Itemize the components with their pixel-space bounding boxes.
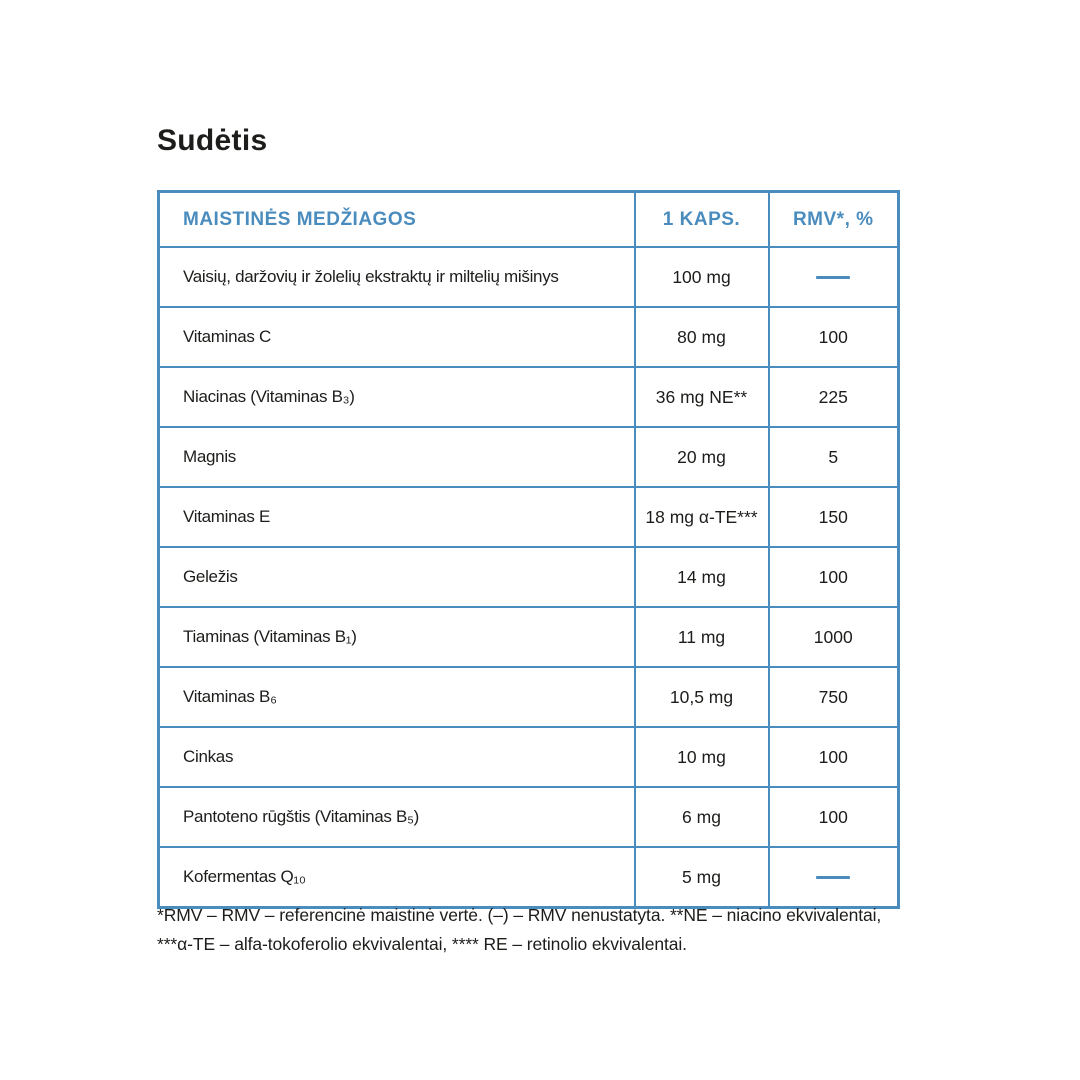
rmv-cell: 5 bbox=[769, 427, 899, 487]
rmv-cell bbox=[769, 847, 899, 908]
table-row bbox=[159, 727, 899, 787]
amount-cell: 14 mg bbox=[635, 547, 769, 607]
footnote-line-2: ***α-TE – alfa-tokoferolio ekvivalentai, **** RE – retinolio ekvivalentai. bbox=[157, 934, 687, 954]
nutrient-name-cell: Magnis bbox=[159, 427, 635, 487]
amount-cell: 20 mg bbox=[635, 427, 769, 487]
rmv-cell: 100 bbox=[769, 727, 899, 787]
rmv-cell: 1000 bbox=[769, 607, 899, 667]
table-row bbox=[159, 427, 899, 487]
rmv-cell: 100 bbox=[769, 307, 899, 367]
amount-cell: 11 mg bbox=[635, 607, 769, 667]
amount-cell: 100 mg bbox=[635, 247, 769, 307]
column-header-per-capsule: 1 KAPS. bbox=[635, 192, 769, 248]
table-row bbox=[159, 607, 899, 667]
table-row bbox=[159, 247, 899, 307]
page-title: Sudėtis bbox=[157, 124, 268, 157]
nutrient-name-cell: Geležis bbox=[159, 547, 635, 607]
rmv-not-set-dash-icon bbox=[816, 876, 850, 879]
rmv-cell: 100 bbox=[769, 547, 899, 607]
table-row bbox=[159, 847, 899, 908]
amount-cell: 18 mg α-TE*** bbox=[635, 487, 769, 547]
nutrition-table bbox=[157, 190, 900, 909]
nutrient-name-cell: Vitaminas B₆ bbox=[159, 667, 635, 727]
column-header-nutrients: MAISTINĖS MEDŽIAGOS bbox=[159, 192, 635, 248]
amount-cell: 10 mg bbox=[635, 727, 769, 787]
footnote bbox=[157, 901, 957, 959]
nutrient-name-cell: Cinkas bbox=[159, 727, 635, 787]
table-row bbox=[159, 487, 899, 547]
nutrient-name-cell: Vitaminas C bbox=[159, 307, 635, 367]
table-row bbox=[159, 547, 899, 607]
rmv-cell bbox=[769, 247, 899, 307]
amount-cell: 10,5 mg bbox=[635, 667, 769, 727]
rmv-cell: 750 bbox=[769, 667, 899, 727]
table-header-row bbox=[159, 192, 899, 248]
rmv-cell: 100 bbox=[769, 787, 899, 847]
nutrient-name-cell: Niacinas (Vitaminas B₃) bbox=[159, 367, 635, 427]
rmv-not-set-dash-icon bbox=[816, 276, 850, 279]
nutrient-name-cell: Vaisių, daržovių ir žolelių ekstraktų ir miltelių mišinys bbox=[159, 247, 635, 307]
table-row bbox=[159, 367, 899, 427]
nutrient-name-cell: Vitaminas E bbox=[159, 487, 635, 547]
table-row bbox=[159, 787, 899, 847]
nutrient-name-cell: Tiaminas (Vitaminas B₁) bbox=[159, 607, 635, 667]
amount-cell: 36 mg NE** bbox=[635, 367, 769, 427]
nutrient-name-cell: Pantoteno rūgštis (Vitaminas B₅) bbox=[159, 787, 635, 847]
footnote-line-1: *RMV – RMV – referencinė maistinė vertė. (–) – RMV nenustatyta. **NE – niacino ekvivalentai, bbox=[157, 905, 882, 925]
table-row bbox=[159, 667, 899, 727]
column-header-rmv: RMV*, % bbox=[769, 192, 899, 248]
table-row bbox=[159, 307, 899, 367]
amount-cell: 5 mg bbox=[635, 847, 769, 908]
amount-cell: 80 mg bbox=[635, 307, 769, 367]
rmv-cell: 225 bbox=[769, 367, 899, 427]
amount-cell: 6 mg bbox=[635, 787, 769, 847]
table-body bbox=[159, 247, 899, 908]
nutrient-name-cell: Kofermentas Q₁₀ bbox=[159, 847, 635, 908]
rmv-cell: 150 bbox=[769, 487, 899, 547]
